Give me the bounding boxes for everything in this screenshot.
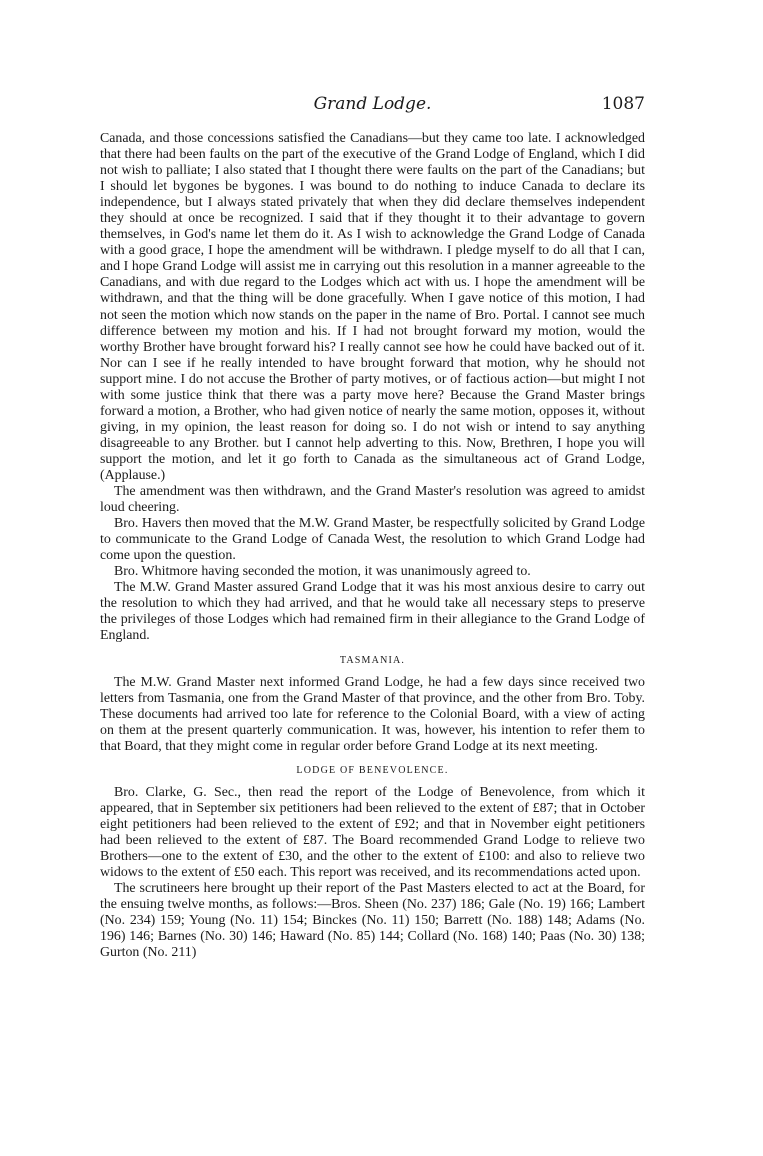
section-heading-benevolence: LODGE OF BENEVOLENCE. — [296, 764, 449, 776]
paragraph: The M.W. Grand Master assured Grand Lodge that it was his most anxious desire to carry out the resolution to which they had arrived, and that he would take all necessary steps to preserve the privileges of those Lodges which had remained firm in their allegiance to the Grand Lodge of England. — [100, 580, 645, 644]
article-body — [100, 131, 645, 961]
paragraph: Bro. Havers then moved that the M.W. Grand Master, be respectfully solicited by Grand Lodge to communicate to the Grand Lodge of Canada West, the resolution to which Grand Lodge had come upon the question. — [100, 516, 645, 564]
paragraph: Canada, and those concessions satisfied the Canadians—but they came too late. I acknowledged that there had been faults on the part of the executive of the Grand Lodge of England, which I did not wish to palliate; I also stated that I thought there were faults on the part of the Canadians; but I should let bygones be bygones. I was bound to do nothing to induce Canada to declare its independence, but I always stated privately that when they did declare themselves independent they should at once be recognized. I said that if they thought it to their advantage to govern themselves, in God's name let them do it. As I wish to acknowledge the Grand Lodge of Canada with a good grace, I hope the amendment will be withdrawn. I pledge myself to do all that I can, and I hope Grand Lodge will assist me in carrying out this resolution in a manner agreeable to the Canadians, and with due regard to the Lodges which act with us. I hope the amendment will be withdrawn, and that the thing will be done gracefully. When I gave notice of this motion, I had not seen the motion which now stands on the paper in the name of Bro. Portal. I cannot see much difference between my motion and his. If I had not brought forward my motion, would the worthy Brother have brought forward his? I really cannot see how he could have backed out of it. Nor can I see if he really intended to have brought forward that motion, why he should not support mine. I do not accuse the Brother of party motives, or of factious action—but might I not with some justice think that there was a party move here? Because the Grand Master brings forward a motion, a Brother, who had given notice of nearly the same motion, opposes it, without giving, in my opinion, the least reason for doing so. I do not wish or intend to say anything disagreeable to any Brother. but I cannot help adverting to this. Now, Brethren, I hope you will support the motion, and let it go forth to Canada as the simultaneous act of Grand Lodge, (Applause.) — [100, 131, 645, 483]
paragraph: The M.W. Grand Master next informed Grand Lodge, he had a few days since received two letters from Tasmania, one from the Grand Master of that province, and the other from Bro. Toby. These documents had arrived too late for reference to the Colonial Board, with a view of acting on them at the present quarterly communication. It was, however, his intention to refer them to that Board, that they might come in regular order before Grand Lodge at its next meeting. — [100, 674, 645, 754]
paragraph: Bro. Whitmore having seconded the motion, it was unanimously agreed to. — [114, 564, 531, 580]
running-title: Grand Lodge. — [313, 94, 432, 114]
page-number: 1087 — [601, 94, 645, 114]
section-heading-tasmania: TASMANIA. — [339, 654, 406, 666]
page-header — [100, 94, 645, 118]
paragraph: The scrutineers here brought up their report of the Past Masters elected to act at the Board, for the ensuing twelve months, as follows:—Bros. Sheen (No. 237) 186; Gale (No. 19) 166; Lambert (No. 234) 159; Young (No. 11) 154; Binckes (No. 11) 150; Barrett (No. 188) 148; Adams (No. 196) 146; Barnes (No. 30) 146; Haward (No. 85) 144; Collard (No. 168) 140; Paas (No. 30) 138; Gurton (No. 211) — [100, 881, 645, 961]
paragraph: Bro. Clarke, G. Sec., then read the report of the Lodge of Benevolence, from which it appeared, that in September six petitioners had been relieved to the extent of £87; that in October eight petitioners had been relieved to the extent of £92; and that in November eight petitioners had been relieved to the extent of £87. The Board recommended Grand Lodge to relieve two Brothers—one to the extent of £30, and the other to the extent of £100: and also to relieve two widows to the extent of £50 each. This report was received, and its recommendations acted upon. — [100, 784, 645, 881]
paragraph: The amendment was then withdrawn, and the Grand Master's resolution was agreed to amidst loud cheering. — [100, 484, 645, 516]
